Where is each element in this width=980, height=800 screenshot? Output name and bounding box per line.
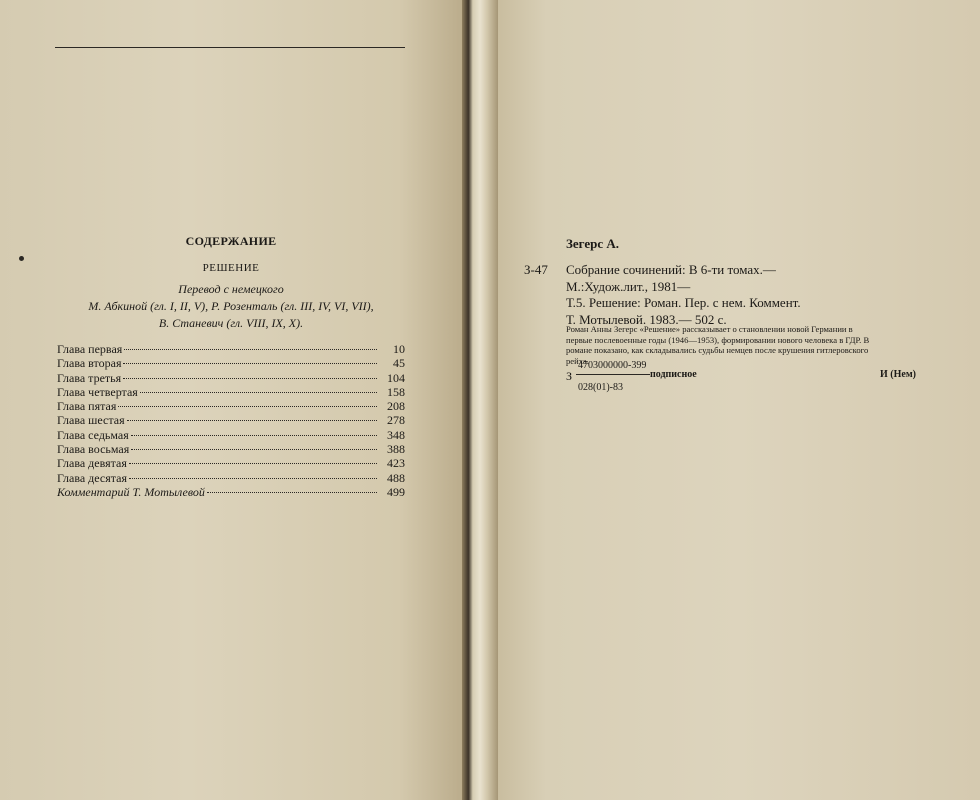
toc-leader	[123, 378, 377, 379]
toc-leader	[123, 363, 377, 364]
toc-entry-page: 45	[393, 356, 405, 371]
catalog-code: З-47	[524, 262, 548, 277]
book-gutter	[462, 0, 498, 800]
toc-entry-page: 423	[387, 456, 405, 471]
toc-row	[57, 471, 405, 485]
toc-entry-page: 10	[393, 342, 405, 356]
description-line: М.:Худож.лит., 1981—	[566, 278, 691, 294]
toc-entry-page: 488	[387, 470, 405, 485]
translators-line: В. Станевич (гл. VIII, IX, X).	[158, 316, 304, 330]
toc-list	[57, 342, 405, 499]
toc-entry-label: Глава девятая	[57, 456, 127, 471]
toc-entry-page: 388	[387, 442, 405, 457]
right-page	[498, 0, 980, 800]
toc-entry-label: Глава седьмая	[57, 427, 129, 442]
description-line: Т.5. Решение: Роман. Пер. с нем. Коммент.	[566, 295, 801, 310]
toc-row	[57, 485, 405, 499]
toc-row	[57, 442, 405, 456]
annotation-line: Роман Анны Зегерс «Решение» рассказывает о становлении новой Германии в	[566, 324, 853, 334]
catalog-author: Зегерс А.	[566, 236, 620, 251]
toc-entry-label: Глава десятая	[57, 470, 127, 485]
toc-entry-label: Комментарий Т. Мотылевой	[57, 484, 205, 499]
toc-row	[57, 356, 405, 370]
top-rule	[55, 47, 405, 48]
catalog-index	[566, 360, 920, 400]
description-line: Т. Мотылевой. 1983.— 502 с.	[566, 311, 727, 327]
translators-line: Перевод с немецкого	[178, 282, 284, 296]
annotation-line: первые послевоенные годы (1946—1953), формировании нового человека в ГДР. В	[566, 334, 870, 345]
toc-row	[57, 371, 405, 385]
toc-leader	[129, 463, 377, 464]
index-fraction-line	[576, 374, 650, 375]
toc-entry-page: 278	[387, 413, 405, 428]
index-subscription: подписное	[650, 369, 697, 380]
translators-credit	[55, 281, 407, 332]
description-line: Собрание сочинений: В 6-ти томах.—	[566, 262, 776, 277]
toc-row	[57, 399, 405, 413]
toc-entry-label: Глава третья	[57, 370, 122, 385]
toc-row	[57, 413, 405, 427]
index-numerator: 4703000000-399	[578, 360, 647, 371]
translators-line: М. Абкиной (гл. I, II, V), Р. Розенталь (гл. III, IV, VI, VII),	[88, 299, 374, 313]
toc-row	[57, 342, 405, 356]
toc-leader	[131, 435, 377, 436]
index-letter: З	[566, 369, 573, 383]
toc-leader	[140, 392, 377, 393]
toc-entry-label: Глава пятая	[57, 399, 117, 414]
toc-entry-page: 499	[387, 484, 405, 499]
toc-entry-page: 104	[387, 370, 405, 385]
work-title: РЕШЕНИЕ	[202, 262, 260, 274]
index-denominator: 028(01)-83	[578, 382, 623, 393]
toc-row	[57, 385, 405, 399]
toc-entry-label: Глава четвертая	[57, 384, 138, 399]
toc-entry-label: Глава вторая	[57, 356, 122, 371]
left-page	[0, 0, 470, 800]
toc-entry-page: 208	[387, 399, 405, 414]
toc-leader	[129, 478, 377, 479]
toc-row	[57, 428, 405, 442]
toc-leader	[118, 406, 377, 407]
annotation-line: романе показано, как складывались судьбы немцев после крушения гитлеровского	[566, 345, 869, 356]
toc-leader	[127, 420, 377, 421]
toc-title: СОДЕРЖАНИЕ	[185, 234, 277, 248]
toc-leader	[124, 349, 377, 350]
toc-leader	[131, 449, 377, 450]
stray-dot-mark	[19, 256, 24, 261]
annotation-line: рейха.	[566, 355, 589, 366]
index-language: И (Нем)	[880, 369, 916, 380]
toc-entry-label: Глава первая	[57, 342, 123, 356]
toc-row	[57, 456, 405, 470]
toc-entry-label: Глава восьмая	[57, 442, 130, 457]
toc-leader	[207, 492, 377, 493]
catalog-description	[566, 262, 918, 328]
toc-entry-label: Глава шестая	[57, 413, 125, 428]
toc-entry-page: 158	[387, 384, 405, 399]
toc-entry-page: 348	[387, 427, 405, 442]
